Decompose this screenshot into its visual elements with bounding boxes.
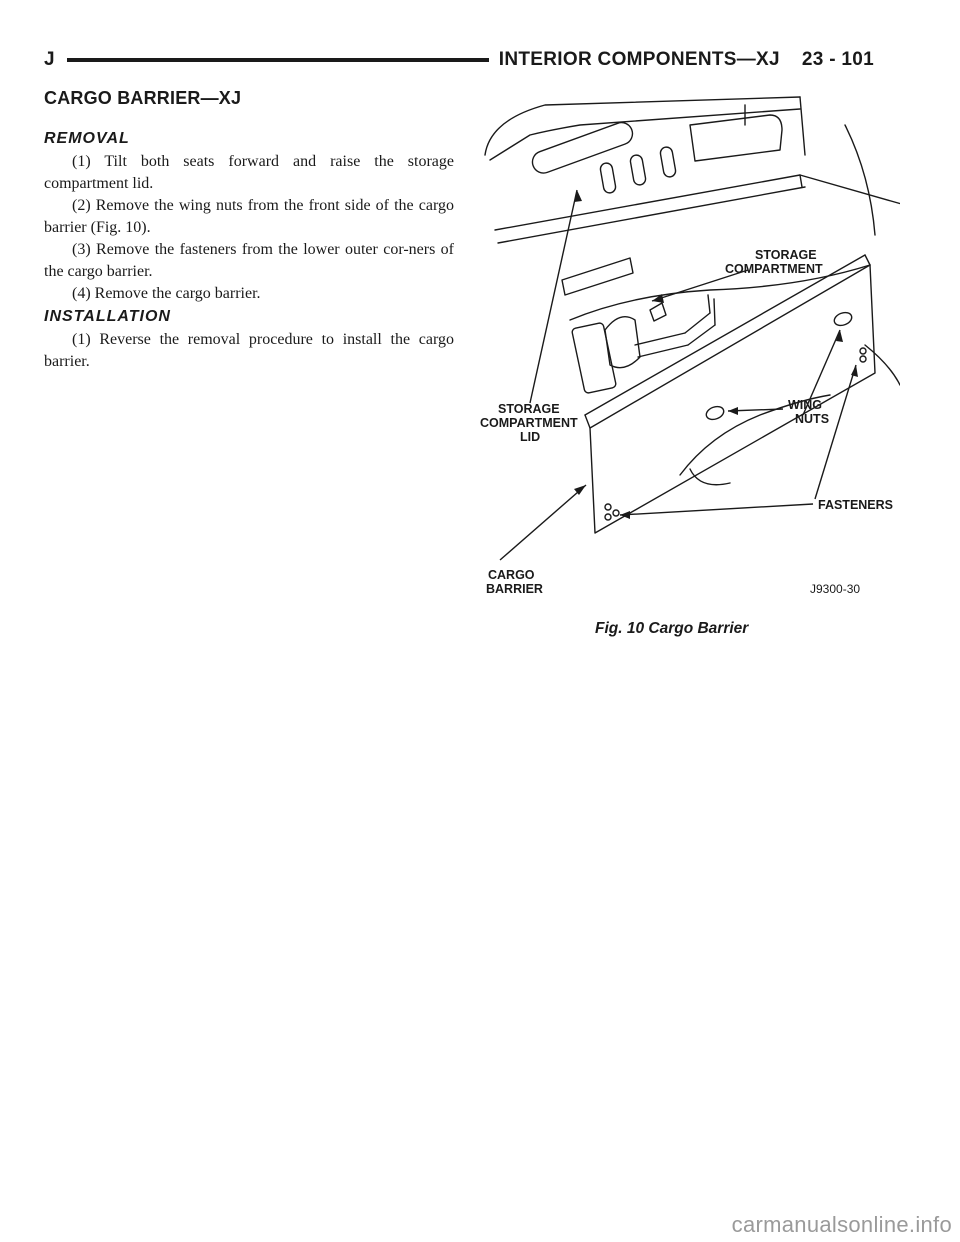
installation-step: (1) Reverse the removal procedure to install the cargo barrier. <box>44 331 454 370</box>
section-title: CARGO BARRIER—XJ <box>44 88 242 108</box>
arrowhead <box>728 407 738 415</box>
removal-heading: REMOVAL <box>44 130 130 147</box>
label-cargo-barrier-2: BARRIER <box>486 582 543 596</box>
compartment-plate <box>562 258 633 295</box>
leader-fasteners <box>815 365 856 499</box>
label-compartment-lid-2: COMPARTMENT <box>480 416 578 430</box>
fastener <box>613 510 619 516</box>
removal-step: (4) Remove the cargo barrier. <box>72 285 261 302</box>
seat-slot <box>659 146 676 178</box>
wing-nut <box>832 310 853 327</box>
seat-slot <box>529 120 635 177</box>
removal-step: (2) Remove the wing nuts from the front side of the cargo barrier (Fig. 10). <box>44 197 454 236</box>
figure-caption: Fig. 10 Cargo Barrier <box>595 620 749 637</box>
label-storage-compartment-1: STORAGE <box>755 248 817 262</box>
cargo-barrier-illustration <box>470 95 900 615</box>
header-rule <box>67 58 489 62</box>
leader-cargo-barrier <box>500 485 586 560</box>
figure-id: J9300-30 <box>810 582 861 596</box>
header-title: INTERIOR COMPONENTS—XJ <box>498 49 780 70</box>
watermark: carmanualsonline.info <box>731 1212 952 1237</box>
label-compartment-lid-3: LID <box>520 430 541 444</box>
fastener <box>860 348 866 354</box>
removal-step: (3) Remove the fasteners from the lower outer cor-ners of the cargo barrier. <box>44 241 454 280</box>
label-cargo-barrier-1: CARGO <box>488 568 535 582</box>
seat-slot <box>599 162 616 194</box>
compartment-opening <box>570 265 870 320</box>
installation-steps <box>44 329 454 373</box>
installation-heading: INSTALLATION <box>44 308 171 325</box>
leader-fasteners <box>620 504 813 515</box>
removal-step: (1) Tilt both seats forward and raise the storage compartment lid. <box>44 153 454 192</box>
wing-nut <box>704 404 725 421</box>
page-number: 23 - 101 <box>801 49 874 70</box>
removal-steps <box>44 151 454 305</box>
header-section-letter: J <box>44 49 55 70</box>
label-wing-nuts-1: WING <box>788 398 823 412</box>
cargo-barrier-panel <box>590 265 875 533</box>
floor-edge <box>495 175 900 230</box>
fastener <box>605 514 611 520</box>
label-storage-compartment-2: COMPARTMENT <box>725 262 823 276</box>
jack-base <box>571 322 616 393</box>
cargo-barrier-figure <box>470 95 900 615</box>
label-fasteners: FASTENERS <box>818 498 894 512</box>
seat-back-outline <box>485 97 800 155</box>
label-compartment-lid-1: STORAGE <box>498 402 560 416</box>
seat-slot <box>629 154 646 186</box>
fastener <box>860 356 866 362</box>
page-header <box>44 46 874 74</box>
arrowhead <box>851 365 858 377</box>
fastener <box>605 504 611 510</box>
label-wing-nuts-2: NUTS <box>795 412 830 426</box>
